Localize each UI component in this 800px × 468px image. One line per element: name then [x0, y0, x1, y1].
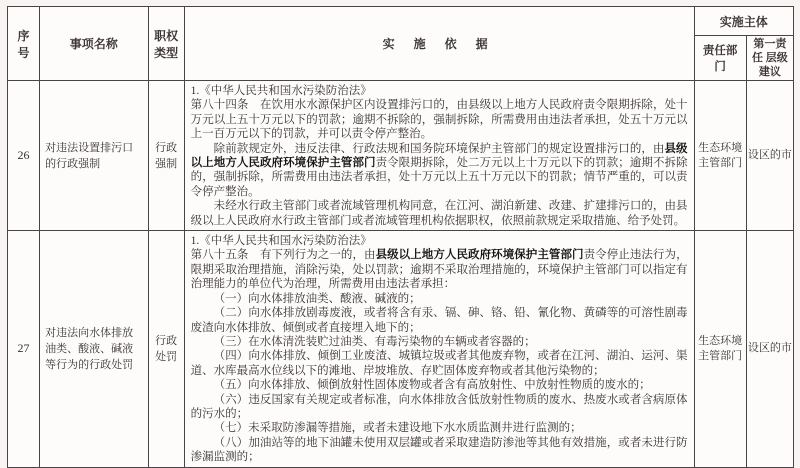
- basis-text: 未经水行政主管部门或者流域管理机构同意，在江河、湖泊新建、改建、扩建排污口的，由县级以上人民政府水行政主管部门或者流域管理机构依据职权，依照前款规定采取措施、给予处罚。: [190, 200, 688, 227]
- basis-text-bold: 县级以上地方人民政府环境保护主管部门: [375, 249, 584, 262]
- basis-text: 除前款规定外，违反法律、行政法规和国务院环境保护主管部门的规定设置排污口的，由: [213, 142, 665, 155]
- row-authority-type: 行政处罚: [148, 231, 184, 468]
- row-first-responsibility-level: 设区的市: [746, 231, 793, 468]
- row-implementation-basis: [184, 231, 694, 468]
- table-row: [8, 81, 794, 231]
- basis-text: 1.《中华人民共和国水污染防治法》: [190, 235, 372, 248]
- row-seq: 27: [8, 231, 40, 468]
- basis-paragraph: [191, 393, 688, 422]
- basis-text: （六）违反国家有关规定或者标准，向水体排放含低放射性物质的废水、热废水或者含病原体的污水的；: [190, 393, 688, 420]
- row-implementation-basis: [184, 81, 694, 231]
- header-implementation-subject: 实施主体: [694, 7, 793, 36]
- basis-paragraph: [191, 421, 688, 435]
- basis-text: 第八十五条 有下列行为之一的，由: [190, 249, 376, 262]
- row-authority-type: 行政强制: [148, 81, 184, 231]
- header-implementation-basis: 实 施 依 据: [184, 7, 694, 81]
- basis-text: （八）加油站等的地下油罐未使用双层罐或者采取建造防渗池等其他有效措施，或者未进行防渗漏监测的；: [190, 436, 688, 464]
- header-first-responsibility-level: 第一责任 层级建议: [746, 36, 793, 81]
- basis-paragraph: [191, 234, 688, 248]
- header-row-top: [8, 7, 794, 36]
- basis-paragraph: [191, 248, 688, 291]
- row-seq: 26: [8, 81, 40, 231]
- basis-paragraph: [191, 436, 688, 465]
- basis-paragraph: [191, 335, 688, 349]
- basis-paragraph: [191, 142, 688, 200]
- row-matter-name: 对违法设置排污口的行政强制: [40, 81, 148, 231]
- basis-text: 责令停止违法行为，限期采取治理措施，消除污染，处以罚款；逾期不采取治理措施的，环境保护主管部门可以指定有治理能力的单位代为治理，所需费用由违法者承担：: [190, 249, 688, 291]
- basis-text: 1.《中华人民共和国水污染防治法》: [190, 85, 372, 97]
- basis-text-bold: 县级以上地方人民政府环境保护主管部门: [190, 142, 688, 170]
- enforcement-matters-table: [7, 6, 794, 468]
- basis-text: （三）在水体清洗装贮过油类、有毒污染物的车辆或者容器的；: [213, 335, 536, 348]
- basis-paragraph: [191, 84, 688, 98]
- basis-paragraph: [191, 199, 688, 228]
- basis-paragraph: [191, 349, 688, 378]
- row-responsible-dept: 生态环境主管部门: [694, 231, 746, 468]
- header-responsible-dept: 责任部门: [694, 36, 746, 81]
- basis-paragraph: [191, 378, 688, 392]
- basis-text: 第八十四条 在饮用水水源保护区内设置排污口的，由县级以上地方人民政府责令限期拆除，处十万元以上五十万元以下的罚款；逾期不拆除的，强制拆除，所需费用由违法者承担，处五十万元以上一百万元以下的罚款，并可以责令停产整治。: [190, 99, 688, 141]
- header-matter-name: 事项名称: [40, 7, 148, 81]
- basis-text: （七）未采取防渗漏等措施，或者未建设地下水水质监测井进行监测的；: [213, 422, 582, 435]
- row-responsible-dept: 生态环境主管部门: [694, 81, 746, 231]
- header-seq: 序号: [8, 7, 40, 81]
- basis-text: （五）向水体排放、倾倒放射性固体废物或者含有高放射性、中放射性物质的废水的；: [213, 379, 651, 392]
- basis-text: （二）向水体排放剧毒废液，或者将含有汞、镉、砷、铬、铅、氰化物、黄磷等的可溶性剧毒废渣向水体排放、倾倒或者直接埋入地下的；: [190, 307, 688, 334]
- header-authority-type: 职权 类型: [148, 7, 184, 81]
- table-row: [8, 231, 794, 468]
- basis-paragraph: [191, 98, 688, 141]
- row-matter-name: 对违法向水体排放油类、酸液、碱液等行为的行政处罚: [40, 231, 148, 468]
- row-first-responsibility-level: 设区的市: [746, 81, 793, 231]
- basis-text: 责令限期拆除，处二万元以上十万元以下的罚款；逾期不拆除的，强制拆除，所需费用由违法者承担，处十万元以上五十万元以下的罚款；情节严重的，可以责令停产整治。: [190, 157, 688, 198]
- basis-text: （四）向水体排放、倾倒工业废渣、城镇垃圾或者其他废弃物，或者在江河、湖泊、运河、渠道、水库最高水位线以下的滩地、岸坡堆放、存贮固体废弃物或者其他污染物的；: [190, 350, 688, 377]
- basis-text: （一）向水体排放油类、酸液、碱液的；: [213, 292, 421, 305]
- basis-paragraph: [191, 306, 688, 335]
- basis-paragraph: [191, 292, 688, 306]
